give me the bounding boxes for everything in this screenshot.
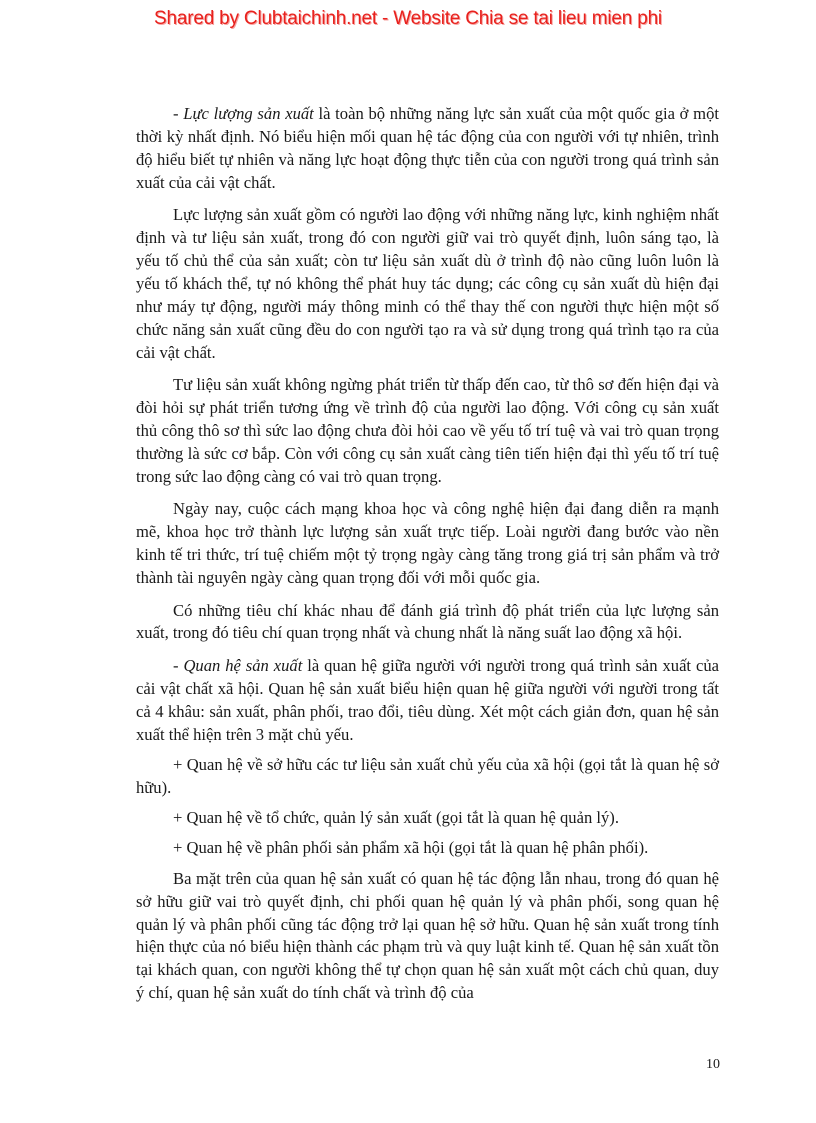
paragraph-productive-forces-definition [136, 103, 719, 195]
body-text [136, 103, 719, 1015]
paragraph-evaluation-criteria: Có những tiêu chí khác nhau để đánh giá trình độ phát triển của lực lượng sản xuất, trong đó tiêu chí quan trọng nhất và chung nhất là năng suất lao động xã hội. [136, 600, 719, 643]
page-number: 10 [706, 1057, 720, 1072]
definition-text: là toàn bộ những năng lực sản xuất của một quốc gia ở một thời kỳ nhất định. Nó biểu hiện mối quan hệ tác động của con người với tự nhiên, trình độ hiểu biết tự nhiên và năng lực hoạt động thực tiễn của con người trong quá trình sản xuất của cải vật chất. [136, 104, 719, 192]
paragraph-relations-of-production-definition [136, 655, 719, 747]
dash-prefix: - [173, 655, 184, 675]
list-item-distribution-relation: + Quan hệ về phân phối sản phẩm xã hội (gọi tắt là quan hệ phân phối). [173, 838, 649, 858]
paragraph-means-of-production: Tư liệu sản xuất không ngừng phát triển từ thấp đến cao, từ thô sơ đến hiện đại và đòi hỏi sự phát triển tương ứng về trình độ của người lao động. Với công cụ sản xuất thủ công thô sơ thì sức lao động chưa đòi hỏi cao về yếu tố trí tuệ và vai trò quan trọng thường là sức cơ bắp. Còn với công cụ sản xuất càng tiên tiến hiện đại thì yếu tố trí tuệ trong sức lao động càng có vai trò quan trọng. [136, 375, 719, 486]
dash-prefix: - [173, 104, 184, 123]
paragraph-science-technology: Ngày nay, cuộc cách mạng khoa học và công nghệ hiện đại đang diễn ra mạnh mẽ, khoa học trở thành lực lượng sản xuất trực tiếp. Loài người đang bước vào nền kinh tế tri thức, trí tuệ chiếm một tỷ trọng ngày càng tăng trong giá trị sản phẩm và trở thành tài nguyên ngày càng quan trọng đối với mỗi quốc gia. [136, 499, 719, 587]
term-relations-of-production: Quan hệ sản xuất [183, 655, 303, 675]
list-item-ownership-relation: + Quan hệ về sở hữu các tư liệu sản xuất chủ yếu của xã hội (gọi tắt là quan hệ sở hữu). [136, 754, 719, 797]
term-productive-forces: Lực lượng sản xuất [183, 104, 314, 123]
paragraph-three-aspects-interaction: Ba mặt trên của quan hệ sản xuất có quan hệ tác động lẫn nhau, trong đó quan hệ sở hữu giữ vai trò quyết định, chi phối quan hệ quản lý và phân phối, song quan hệ quản lý và phân phối cũng tác động trở lại quan hệ sở hữu. Quan hệ sản xuất trong tính hiện thực của nó biểu hiện thành các phạm trù và quy luật kinh tế. Quan hệ sản xuất tồn tại khách quan, con người không thể tự chọn quan hệ sản xuất một cách chủ quan, duy ý chí, quan hệ sản xuất do tính chất và trình độ của [136, 868, 719, 1003]
paragraph-productive-forces-composition: Lực lượng sản xuất gồm có người lao động với những năng lực, kinh nghiệm nhất định và tư liệu sản xuất, trong đó con người giữ vai trò quyết định, luôn sáng tạo, là yếu tố chủ thể của sản xuất; còn tư liệu sản xuất dù ở trình độ nào cũng luôn luôn là yếu tố khách thể, tự nó không thể phát huy tác dụng; các công cụ sản xuất dù hiện đại như máy tự động, người máy thông minh có thể thay thế con người thực hiện một số chức năng sản xuất cũng đều do con người tạo ra và sử dụng trong quá trình tạo ra của cải vật chất. [136, 205, 719, 362]
list-item-management-relation: + Quan hệ về tổ chức, quản lý sản xuất (gọi tắt là quan hệ quản lý). [173, 808, 619, 828]
definition-text: là quan hệ giữa người với người trong quá trình sản xuất của cải vật chất xã hội. Quan hệ sản xuất biểu hiện quan hệ giữa người với người trong tất cả 4 khâu: sản xuất, phân phối, trao đổi, tiêu dùng. Xét một cách giản đơn, quan hệ sản xuất thể hiện trên 3 mặt chủ yếu. [136, 655, 719, 744]
watermark-header[interactable]: Shared by Clubtaichinh.net - Website Chia se tai lieu mien phi [154, 8, 662, 29]
